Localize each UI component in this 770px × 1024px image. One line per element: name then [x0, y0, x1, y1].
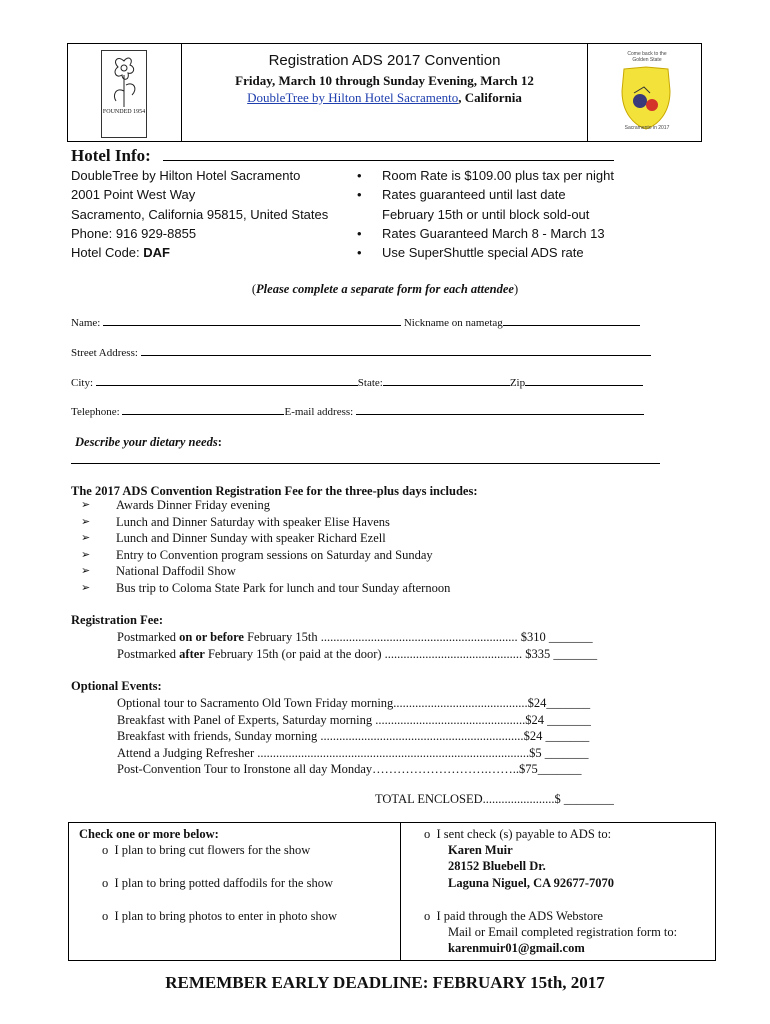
list-item: • Use SuperShuttle special ADS rate	[357, 243, 614, 262]
includes-list	[81, 497, 450, 597]
page-title: Registration ADS 2017 Convention	[268, 52, 501, 69]
list-item: ➢ Awards Dinner Friday evening	[81, 497, 450, 514]
name-row	[71, 315, 640, 329]
convention-logo	[616, 51, 676, 134]
table-divider	[400, 823, 401, 960]
header-logo-cell	[68, 44, 182, 141]
optional-price: $24_______	[527, 696, 591, 710]
deadline-reminder: REMEMBER EARLY DEADLINE: FEBRUARY 15th, 2017	[165, 973, 605, 992]
fee-row-late	[117, 646, 597, 663]
payee-street: 28152 Bluebell Dr.	[448, 859, 546, 873]
fee-rows	[117, 629, 597, 662]
circle-checkbox-icon[interactable]: o	[424, 909, 431, 923]
fee-condition: after	[179, 646, 205, 661]
option-potted[interactable]	[102, 876, 333, 891]
street-field[interactable]	[141, 345, 651, 356]
options-table	[68, 822, 716, 961]
list-item: ➢ Lunch and Dinner Saturday with speaker Elise Havens	[81, 514, 450, 531]
optional-rows	[117, 695, 591, 778]
fee-price: $310 _______	[517, 630, 593, 644]
option-label: I plan to bring cut flowers for the show	[114, 843, 311, 857]
telephone-label: Telephone:	[71, 406, 120, 418]
list-item: ➢ Lunch and Dinner Sunday with speaker Richard Ezell	[81, 530, 450, 547]
optional-price: $75_______	[519, 762, 582, 777]
optional-price: $24 _______	[523, 729, 590, 744]
daffodil-icon	[102, 51, 146, 111]
fee-price: $335 _______	[522, 646, 598, 661]
mail-note: Mail or Email completed registration form to:	[448, 925, 678, 939]
telephone-field[interactable]	[122, 404, 284, 415]
fee-pre: Postmarked	[117, 630, 180, 644]
list-item-continuation: February 15th or until block sold-out	[382, 206, 590, 222]
hotel-phone: Phone: 916 929-8855	[71, 225, 197, 241]
list-item: • Rates guaranteed until last date	[357, 185, 614, 204]
circle-checkbox-icon[interactable]: o	[424, 827, 431, 841]
telephone-row	[71, 404, 644, 418]
total-enclosed: TOTAL ENCLOSED.......................$ ________	[375, 792, 614, 806]
optional-desc: Post-Convention Tour to Ironstone all day Monday……………………….……..	[117, 762, 519, 777]
ads-logo	[101, 50, 147, 138]
logo-tagline: Come back to the Golden State	[627, 51, 667, 63]
attendee-instruction	[0, 282, 770, 297]
email-field[interactable]	[356, 404, 644, 415]
state-field[interactable]	[383, 375, 510, 386]
venue-line	[182, 90, 587, 106]
hotel-code-label: Hotel Code:	[71, 245, 144, 261]
list-item: ➢ Entry to Convention program sessions on Saturday and Sunday	[81, 547, 450, 564]
fee-desc: February 15th (or paid at the door) ............................................	[204, 646, 523, 661]
option-photos[interactable]	[102, 909, 337, 924]
city-field[interactable]	[96, 375, 358, 386]
dietary-colon: :	[217, 435, 222, 449]
fee-row-early	[117, 629, 597, 646]
convention-logo-cell	[587, 44, 701, 141]
nickname-field[interactable]	[503, 315, 640, 326]
option-label: I plan to bring potted daffodils for the show	[114, 876, 333, 890]
optional-desc: Breakfast with Panel of Experts, Saturday morning ................................................	[117, 712, 526, 727]
optional-row	[117, 695, 591, 712]
email-label: E-mail address:	[284, 406, 354, 418]
dietary-field[interactable]	[71, 463, 660, 464]
optional-events-heading: Optional Events:	[71, 679, 162, 693]
optional-desc: Optional tour to Sacramento Old Town Friday morning...........................................	[117, 696, 528, 710]
payment-check-option[interactable]	[424, 827, 611, 842]
payment-web-option[interactable]	[424, 909, 603, 924]
payee-city: Laguna Niguel, CA 92677-7070	[448, 876, 614, 890]
check-heading: Check one or more below:	[79, 827, 219, 841]
optional-row	[117, 745, 591, 762]
hotel-address	[71, 166, 328, 262]
hotel-code-value: DAF	[143, 245, 170, 261]
hotel-name: DoubleTree by Hilton Hotel Sacramento	[71, 168, 301, 183]
optional-row	[117, 712, 591, 729]
dietary-label	[75, 435, 222, 450]
fee-condition: on or before	[179, 630, 244, 644]
optional-price: $5 _______	[529, 745, 589, 760]
street-label: Street Address:	[71, 347, 138, 359]
paren-open: (	[251, 282, 257, 296]
hotel-street: 2001 Point West Way	[71, 187, 196, 203]
circle-checkbox-icon[interactable]: o	[102, 843, 109, 857]
dietary-text: Describe your dietary needs	[75, 435, 218, 449]
nickname-label: Nickname on nametag	[403, 317, 503, 329]
fee-desc: February 15th ...............................................................	[243, 630, 518, 644]
state-label: State:	[357, 377, 383, 389]
header-table	[67, 43, 702, 142]
city-label: City:	[71, 377, 94, 389]
payee-name: Karen Muir	[448, 843, 513, 857]
circle-checkbox-icon[interactable]: o	[102, 909, 109, 923]
paren-close: )	[513, 282, 519, 296]
list-item: ➢ National Daffodil Show	[81, 563, 450, 580]
optional-price: $24 _______	[525, 712, 591, 727]
hotel-city: Sacramento, California 95815, United States	[71, 206, 329, 222]
includes-heading: The 2017 ADS Convention Registration Fee for the three-plus days includes:	[71, 484, 478, 498]
hotel-heading-rule	[163, 160, 614, 161]
optional-desc: Breakfast with friends, Sunday morning .................................................................	[117, 729, 524, 744]
hotel-code	[71, 243, 328, 262]
option-label: I sent check (s) payable to ADS to:	[436, 827, 612, 841]
name-label: Name:	[71, 317, 101, 329]
city-row	[71, 375, 643, 389]
optional-row	[117, 728, 591, 745]
option-label: I plan to bring photos to enter in photo show	[114, 909, 338, 923]
street-row	[71, 345, 651, 359]
circle-checkbox-icon[interactable]: o	[102, 876, 109, 890]
contact-email: karenmuir01@gmail.com	[448, 941, 585, 955]
convention-dates: Friday, March 10 through Sunday Evening, March 12	[235, 73, 534, 88]
instruction-text: Please complete a separate form for each attendee	[256, 282, 514, 296]
name-field[interactable]	[103, 315, 401, 326]
fee-pre: Postmarked	[117, 646, 180, 661]
registration-fee-heading: Registration Fee:	[71, 613, 163, 627]
optional-row	[117, 761, 591, 778]
venue-link[interactable]: DoubleTree by Hilton Hotel Sacramento	[247, 90, 459, 105]
hotel-rate-list	[357, 166, 614, 262]
list-item: • Room Rate is $109.00 plus tax per night	[357, 166, 614, 185]
hotel-info-heading: Hotel Info:	[71, 146, 151, 165]
option-cut-flowers[interactable]	[102, 843, 310, 858]
logo-footer: Sacramento in 2017	[624, 125, 670, 131]
founded-text: FOUNDED 1954	[102, 109, 146, 115]
list-item: • Rates Guaranteed March 8 - March 13	[357, 224, 614, 243]
zip-field[interactable]	[525, 375, 643, 386]
california-badge-icon	[616, 63, 676, 133]
list-item: ➢ Bus trip to Coloma State Park for lunch and tour Sunday afternoon	[81, 580, 450, 597]
venue-state: , California	[458, 90, 522, 105]
zip-label: Zip	[509, 377, 526, 389]
option-label: I paid through the ADS Webstore	[436, 909, 603, 923]
optional-desc: Attend a Judging Refresher .......................................................................................	[117, 745, 530, 760]
